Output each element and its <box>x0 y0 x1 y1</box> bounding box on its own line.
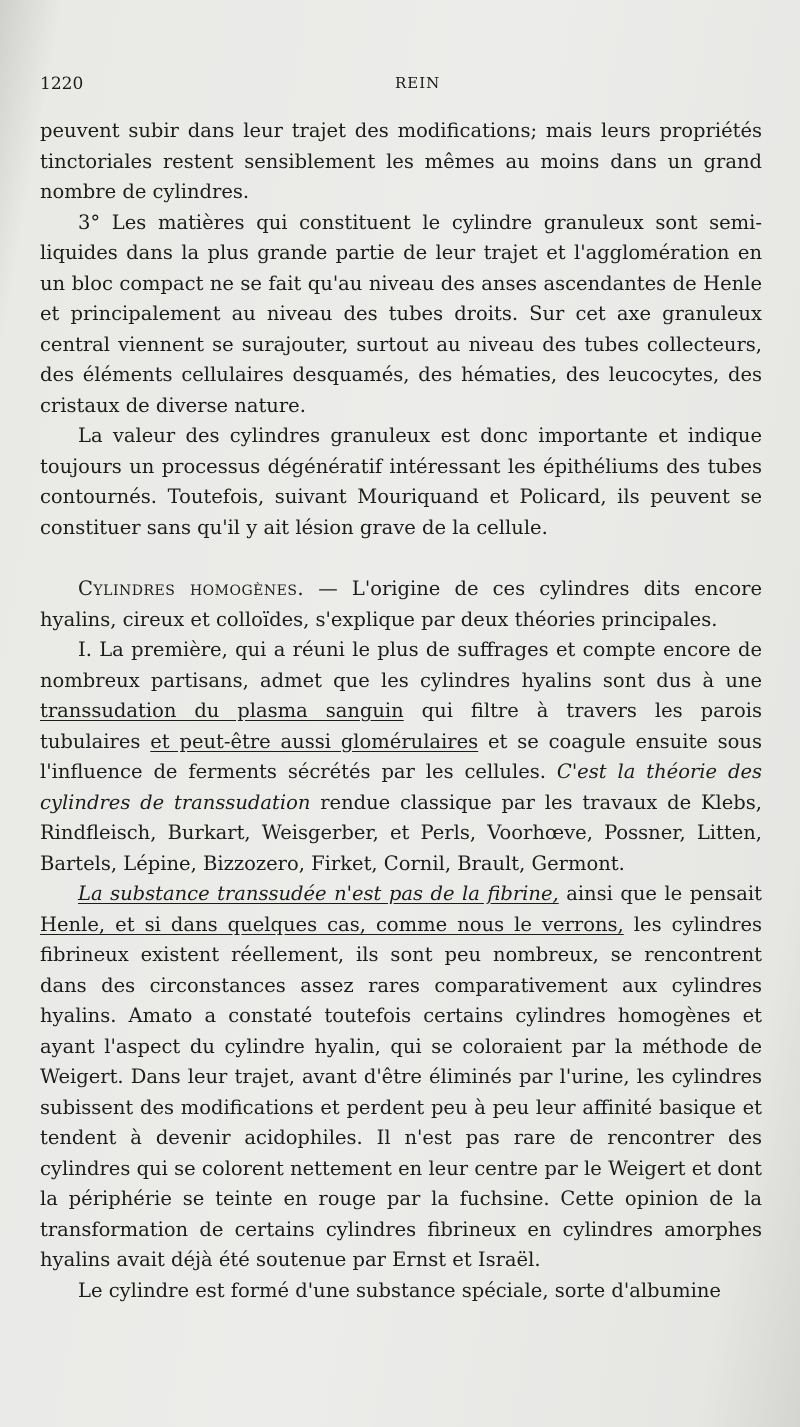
paragraph-2: 3° Les matières qui constituent le cylindre granuleux sont semi-liquides dans la plus grande partie de leur trajet et l'agglomération en un bloc compact ne se fait qu'au niveau des anses ascendantes de Henle et principalement au niveau des tubes droits. Sur cet axe granuleux central viennent se surajouter, surtout au niveau des tubes collecteurs, des éléments cellulaires desquamés, des hématies, des leucocytes, des cristaux de diverse nature. <box>40 210 762 417</box>
body-text <box>40 116 762 1306</box>
underlined-passage: Henle, et si dans quelques cas, comme nous le verrons, <box>40 912 624 936</box>
paragraph-3: La valeur des cylindres granuleux est donc importante et indique toujours un processus dégénératif intéressant les épithéliums des tubes contournés. Toutefois, suivant Mouriquand et Policard, ils peuvent se constituer sans qu'il y ait lésion grave de la cellule. <box>40 424 762 539</box>
underlined-passage: et peut-être aussi glomérulaires <box>150 729 479 753</box>
paragraph-5-text-c: et se coagule ensuite sous l'influence de ferments sécrétés par les cellules. <box>40 729 762 783</box>
page-number: 1220 <box>40 74 84 94</box>
paragraph-7: Le cylindre est formé d'une substance spéciale, sorte d'albumine <box>78 1278 721 1302</box>
running-title: REIN <box>395 74 441 92</box>
paragraph-6-text-a: ainsi que le pensait <box>558 882 762 905</box>
italic-underlined-statement: La substance transsudée n'est pas de la fibrine, <box>78 882 559 905</box>
paragraph-5-text-b: qui filtre à travers les parois tubulaires <box>40 699 762 753</box>
paragraph-1: peuvent subir dans leur trajet des modifications; mais leurs propriétés tinctoriales restent sensiblement les mêmes au moins dans un grand nombre de cylindres. <box>40 119 762 203</box>
section-intro-text: — L'origine de ces cylindres dits encore hyalins, cireux et colloïdes, s'explique par deux théories principales. <box>40 577 762 631</box>
paragraph-4 <box>40 574 762 635</box>
paragraph-5-text-a: I. La première, qui a réuni le plus de suffrages et compte encore de nombreux partisans, admet que les cylindres hyalins sont dus à une <box>40 638 762 692</box>
underlined-passage: transsudation du plasma sanguin <box>40 699 404 722</box>
section-heading: Cylindres homogènes. <box>78 577 305 600</box>
italic-theory-name: C'est la théorie des cylindres de transsudation <box>40 760 762 814</box>
paragraph-5 <box>40 635 762 879</box>
page-header <box>40 74 760 98</box>
paragraph-5-text-d: rendue classique par les travaux de Klebs, Rindfleisch, Burkart, Weisgerber, et Perls, Voorhœve, Possner, Litten, Bartels, Lépine, Bizzozero, Firket, Cornil, Brault, Germont. <box>40 790 762 875</box>
paragraph-6-text-b: les cylindres fibrineux existent réellement, ils sont peu nombreux, se rencontrent dans des circonstances assez rares comparativement aux cylindres hyalins. Amato a constaté toutefois certains cylindres homogènes et ayant l'aspect du cylindre hyalin, qui se coloraient par la méthode de Weigert. Dans leur trajet, avant d'être éliminés par l'urine, les cylindres subissent des modifications et perdent peu à peu leur affinité basique et tendent à devenir acidophiles. Il n'est pas rare de rencontrer des cylindres qui se colorent nettement en leur centre par le Weigert et dont la périphérie se teinte en rouge par la fuchsine. Cette opinion de la transformation de certains cylindres fibrineux en cylindres amorphes hyalins avait déjà été soutenue par Ernst et Israël. <box>40 912 762 1271</box>
paragraph-6 <box>40 879 762 1276</box>
